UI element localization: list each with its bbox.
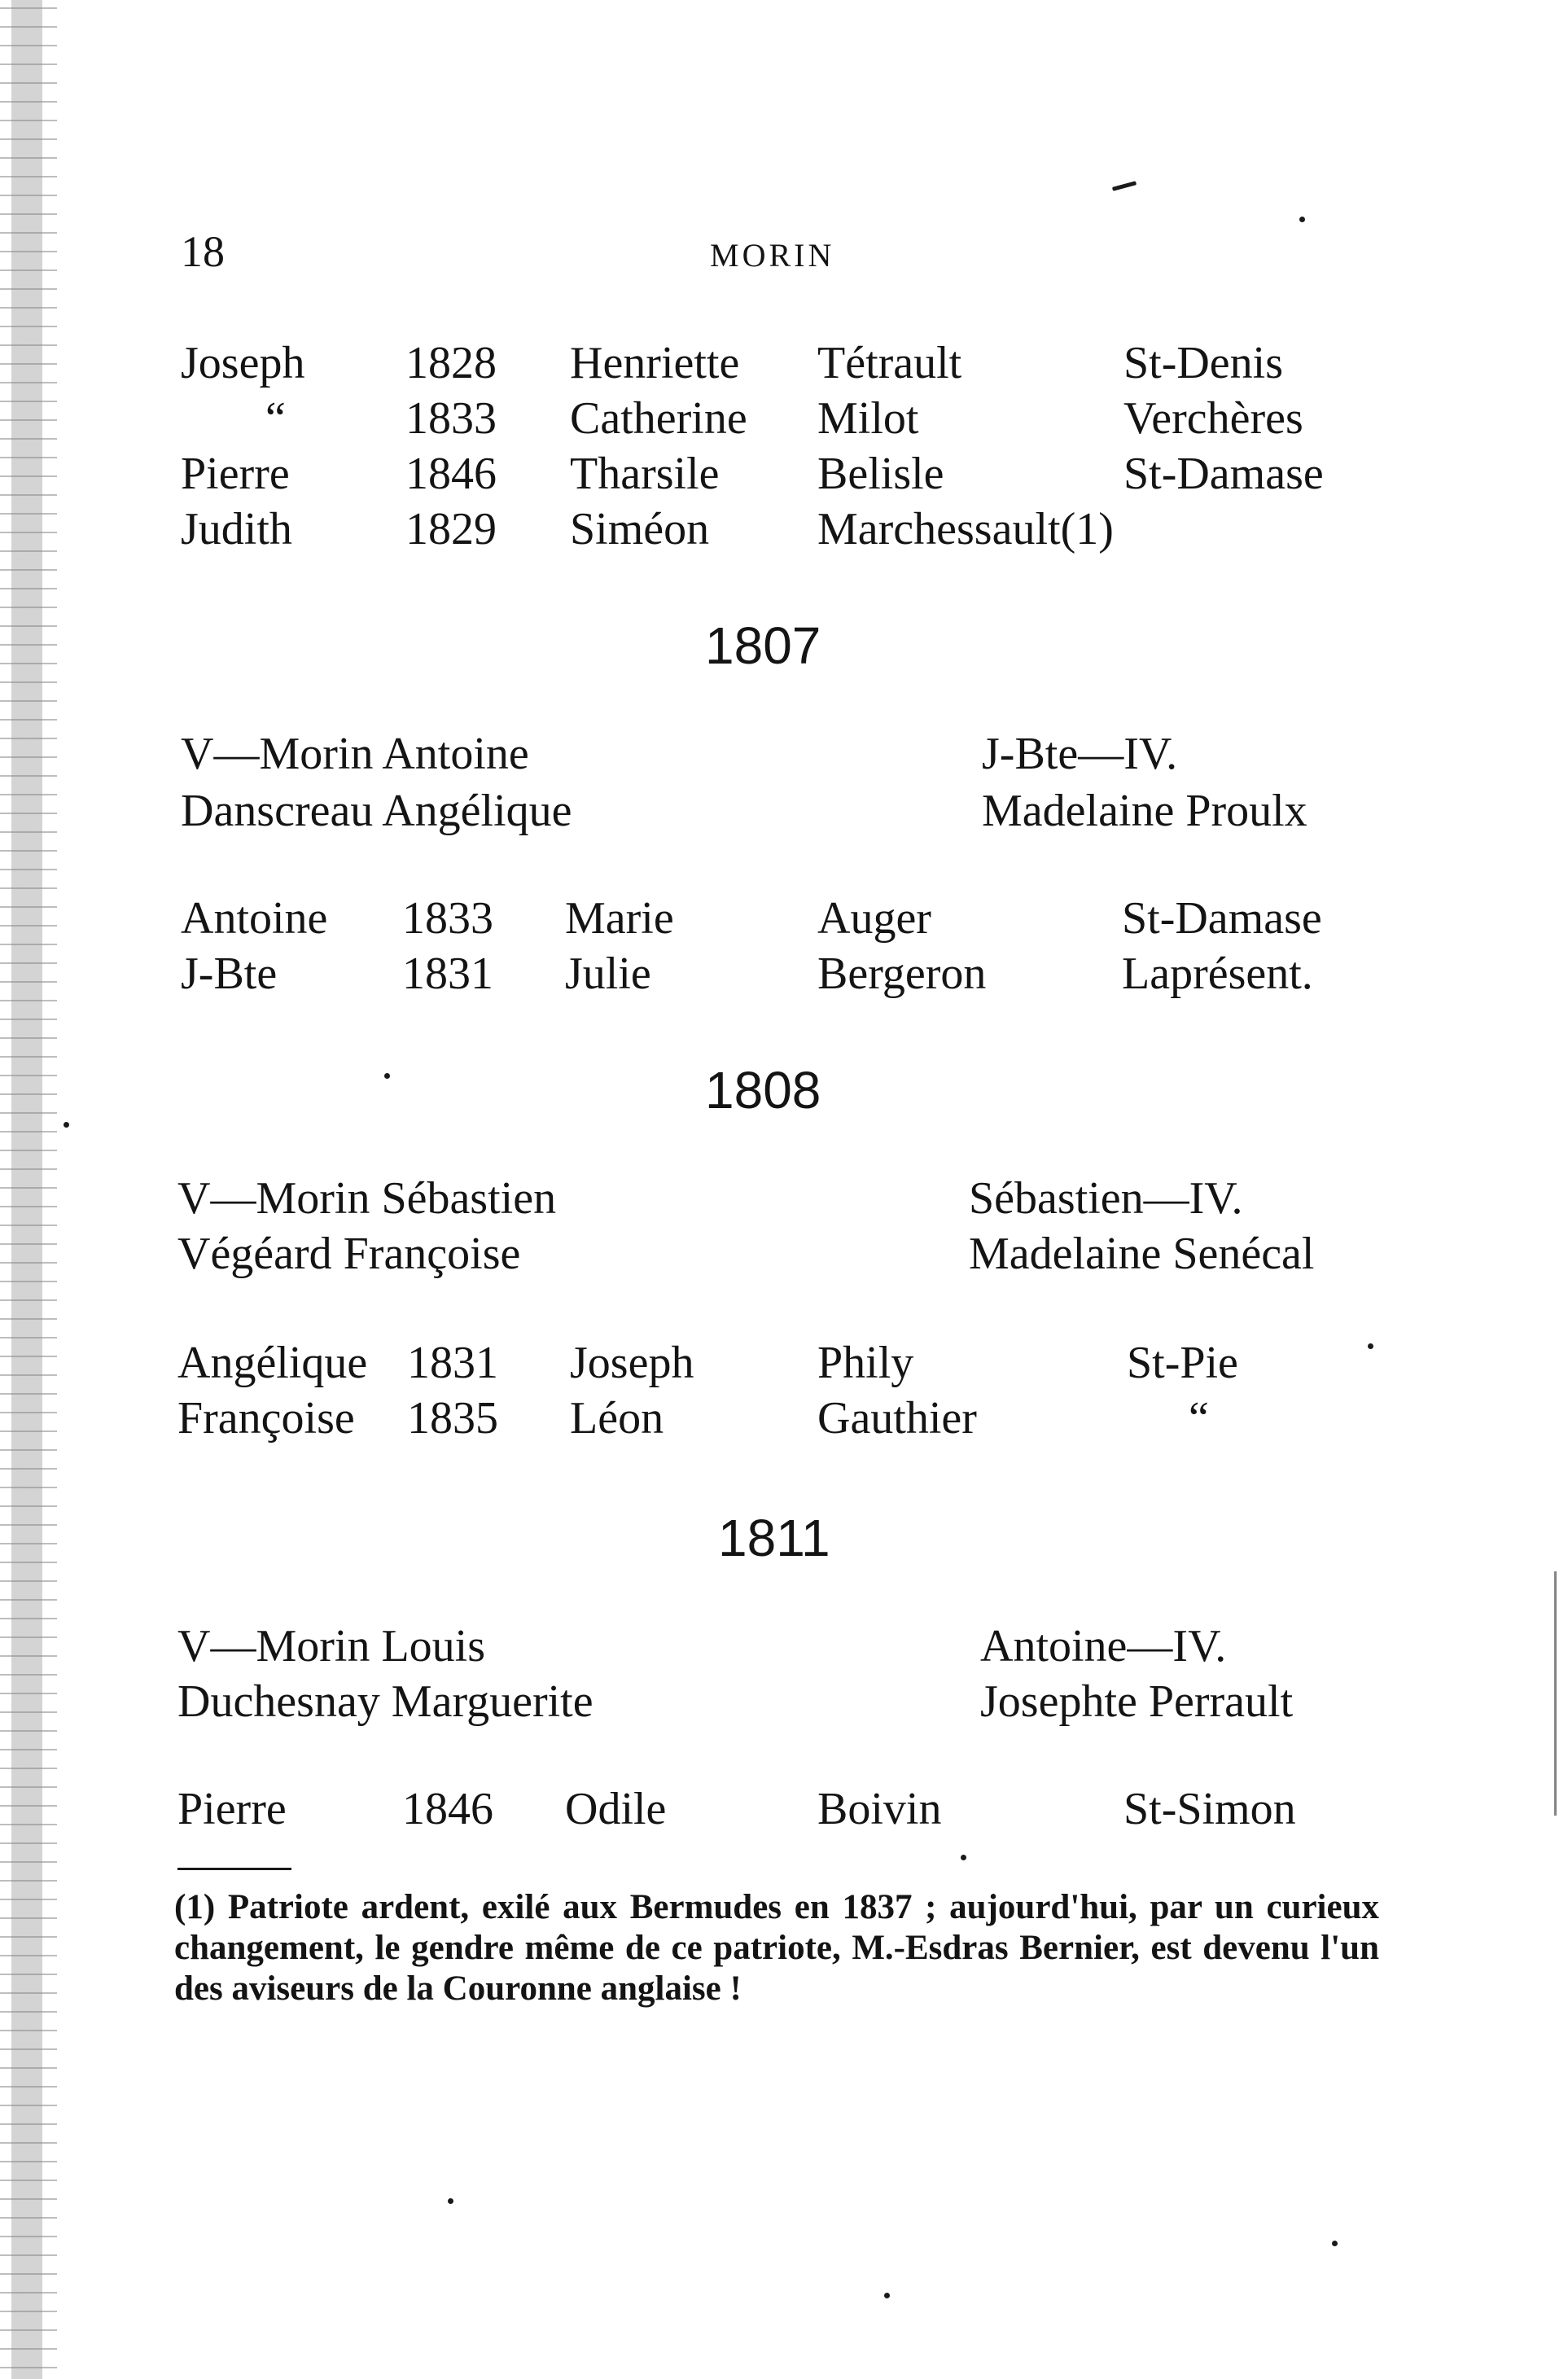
row-place: Laprésent. [1122, 949, 1313, 999]
row-year: 1831 [407, 1338, 498, 1388]
scan-speck [961, 1855, 966, 1860]
row-surname: Milot [817, 393, 919, 444]
row-surname: Tétrault [817, 338, 962, 388]
row-name: Judith [181, 504, 292, 554]
row-year: 1846 [402, 1784, 493, 1834]
mother-line: Josephte Perrault [980, 1676, 1294, 1727]
row-year: 1846 [405, 449, 497, 499]
row-year: 1828 [405, 338, 497, 388]
row-year: 1835 [407, 1393, 498, 1444]
scan-gutter-shadow [0, 0, 57, 2379]
wife-line: Végéard Françoise [177, 1229, 521, 1279]
mother-line: Madelaine Senécal [969, 1229, 1315, 1279]
row-spouse: Siméon [570, 504, 710, 554]
wife-line: Duchesnay Marguerite [177, 1676, 593, 1727]
footnote-text: (1) Patriote ardent, exilé aux Bermudes en 1837 ; aujourd'hui, par un curieux changement, le gendre même de ce patriote, M.-Esdras Bernier, est devenu l'un des aviseurs de la Couronne anglaise ! [174, 1888, 1379, 2008]
row-year: 1829 [405, 504, 497, 554]
row-place: St-Damase [1123, 449, 1324, 499]
row-spouse: Léon [570, 1393, 664, 1444]
running-title: MORIN [710, 237, 835, 274]
scan-speck [884, 2293, 890, 2298]
row-spouse: Odile [565, 1784, 667, 1834]
scan-speck [1332, 2241, 1338, 2246]
father-line: J-Bte—IV. [982, 729, 1178, 779]
row-surname: Bergeron [817, 949, 987, 999]
row-surname: Marchessault(1) [817, 504, 1114, 554]
row-name: Pierre [181, 449, 290, 499]
row-place: St-Simon [1123, 1784, 1296, 1834]
row-surname: Gauthier [817, 1393, 977, 1444]
scan-speck [1112, 181, 1137, 191]
page-number: 18 [181, 227, 225, 276]
row-spouse: Tharsile [570, 449, 720, 499]
row-year: 1833 [405, 393, 497, 444]
row-name: J-Bte [181, 949, 278, 999]
husband-line: V—Morin Louis [177, 1621, 485, 1671]
footnote-rule [177, 1868, 291, 1870]
row-name: “ [265, 393, 286, 444]
row-name: Antoine [181, 893, 328, 944]
row-place: “ [1189, 1393, 1209, 1444]
row-place: St-Denis [1123, 338, 1283, 388]
scan-speck [384, 1073, 390, 1079]
row-place: St-Pie [1127, 1338, 1238, 1388]
wife-line: Danscreau Angélique [181, 786, 572, 836]
row-name: Françoise [177, 1393, 355, 1444]
section-year: 1808 [705, 1061, 821, 1119]
husband-line: V—Morin Sébastien [177, 1173, 557, 1224]
scan-speck [1299, 217, 1305, 222]
row-surname: Auger [817, 893, 931, 944]
father-line: Sébastien—IV. [969, 1173, 1243, 1224]
scan-speck [448, 2198, 453, 2204]
row-surname: Phily [817, 1338, 914, 1388]
section-year: 1807 [705, 616, 821, 675]
row-name: Joseph [181, 338, 305, 388]
father-line: Antoine—IV. [980, 1621, 1227, 1671]
row-surname: Boivin [817, 1784, 942, 1834]
section-year: 1811 [718, 1509, 830, 1567]
mother-line: Madelaine Proulx [982, 786, 1307, 836]
row-place: St-Damase [1122, 893, 1322, 944]
row-year: 1831 [402, 949, 493, 999]
row-place: Verchères [1123, 393, 1303, 444]
scan-edge-mark [1554, 1571, 1568, 1816]
scan-speck [1368, 1343, 1373, 1349]
row-spouse: Joseph [570, 1338, 694, 1388]
row-name: Pierre [177, 1784, 287, 1834]
scan-speck [64, 1122, 69, 1128]
row-year: 1833 [402, 893, 493, 944]
row-surname: Belisle [817, 449, 944, 499]
row-spouse: Julie [565, 949, 651, 999]
row-spouse: Henriette [570, 338, 740, 388]
husband-line: V—Morin Antoine [181, 729, 529, 779]
row-spouse: Marie [565, 893, 674, 944]
row-spouse: Catherine [570, 393, 747, 444]
row-name: Angélique [177, 1338, 368, 1388]
